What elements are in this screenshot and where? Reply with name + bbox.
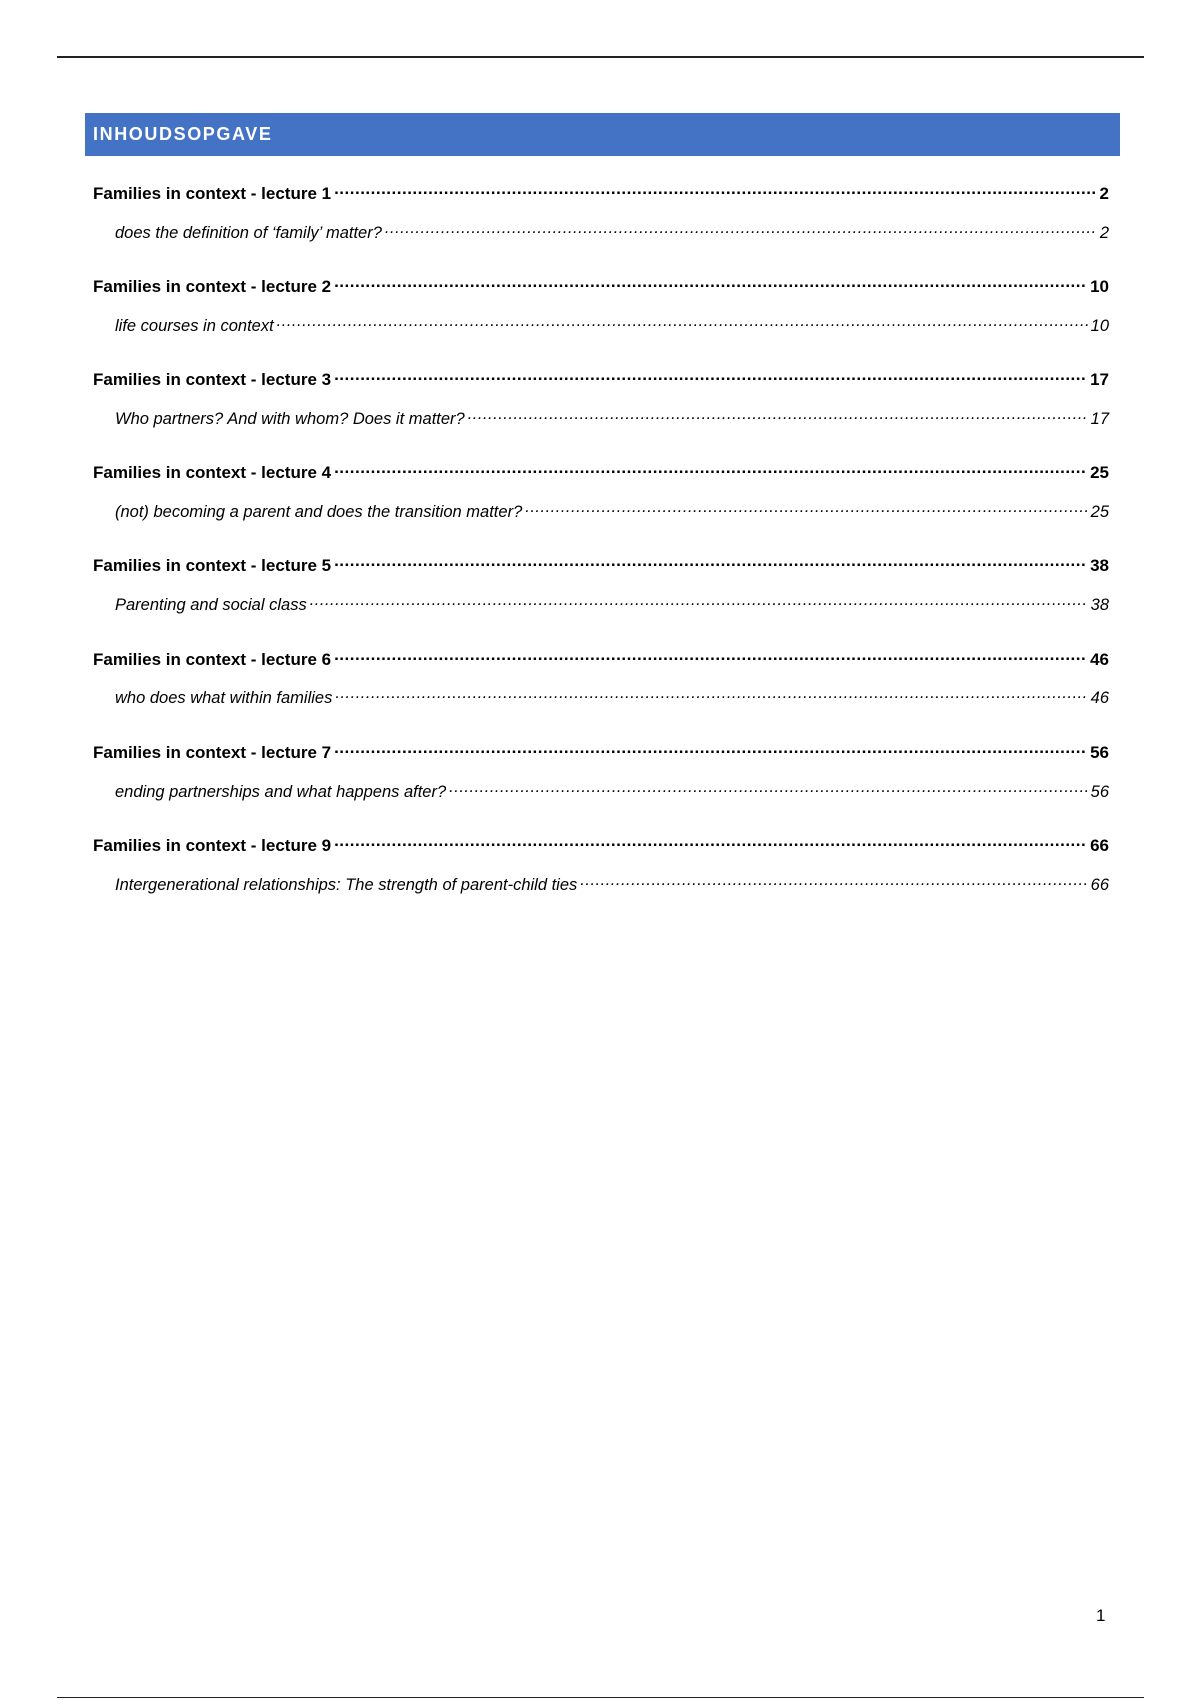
toc-entry-subsection[interactable] [115, 314, 1109, 336]
toc-entry-page: 66 [1090, 876, 1109, 895]
toc-entry-page: 46 [1090, 689, 1109, 708]
toc-dot-leader [277, 314, 1088, 331]
toc-entry-subsection[interactable] [115, 407, 1109, 429]
toc-entry-subsection[interactable] [115, 780, 1109, 802]
toc-entry-page: 46 [1090, 649, 1109, 669]
toc-entry-lecture-2[interactable] [93, 274, 1109, 297]
toc-entry-page: 17 [1090, 369, 1109, 389]
toc-entry-subsection[interactable] [115, 686, 1109, 708]
toc-dot-leader [385, 221, 1097, 238]
toc-entry-page: 10 [1090, 317, 1109, 336]
toc-entry-subsection[interactable] [115, 221, 1109, 243]
toc-dot-leader [310, 593, 1088, 610]
toc-entry-lecture-1[interactable] [93, 181, 1109, 204]
toc-dot-leader [580, 873, 1087, 890]
toc-entry-title: Families in context - lecture 9 [93, 835, 332, 855]
toc-dot-leader [334, 181, 1096, 199]
toc-dot-leader [335, 686, 1087, 703]
toc-dot-leader [468, 407, 1088, 424]
toc-entry-title: Intergenerational relationships: The strength of parent-child ties [115, 876, 578, 895]
toc-entry-title: Families in context - lecture 7 [93, 742, 332, 762]
toc-dot-leader [334, 833, 1087, 851]
toc-entry-subsection[interactable] [115, 593, 1109, 615]
toc-dot-leader [334, 274, 1087, 292]
toc-entry-title: Who partners? And with whom? Does it matter? [115, 410, 465, 429]
toc-entry-page: 2 [1099, 224, 1109, 243]
toc-entry-page: 25 [1090, 503, 1109, 522]
toc-dot-leader [334, 647, 1087, 665]
toc-entry-lecture-6[interactable] [93, 647, 1109, 670]
toc-heading: INHOUDSOPGAVE [93, 124, 273, 144]
toc-entry-page: 25 [1090, 462, 1109, 482]
toc-dot-leader [334, 460, 1087, 478]
toc-dot-leader [525, 500, 1087, 517]
toc-entry-lecture-3[interactable] [93, 367, 1109, 390]
toc-dot-leader [449, 780, 1087, 797]
toc-entry-lecture-5[interactable] [93, 553, 1109, 576]
toc-entry-subsection[interactable] [115, 873, 1109, 895]
toc-dot-leader [334, 367, 1087, 385]
toc-entry-title: Parenting and social class [115, 596, 307, 615]
toc-entry-subsection[interactable] [115, 500, 1109, 522]
toc-entry-page: 56 [1090, 742, 1109, 762]
toc-entry-page: 17 [1090, 410, 1109, 429]
toc-entry-lecture-7[interactable] [93, 740, 1109, 763]
toc-entry-title: life courses in context [115, 317, 274, 336]
toc-entry-title: Families in context - lecture 1 [93, 183, 332, 203]
toc-entry-title: Families in context - lecture 4 [93, 462, 332, 482]
toc-entry-title: Families in context - lecture 5 [93, 555, 332, 575]
toc-heading-bar [85, 113, 1120, 156]
footer-rule [57, 1697, 1144, 1698]
toc-dot-leader [334, 553, 1087, 571]
toc-entry-page: 38 [1090, 596, 1109, 615]
header-rule [57, 56, 1144, 58]
toc-entry-lecture-9[interactable] [93, 833, 1109, 856]
toc-dot-leader [334, 740, 1087, 758]
toc-entry-title: who does what within families [115, 689, 333, 708]
toc-entry-title: Families in context - lecture 2 [93, 276, 332, 296]
toc-entry-title: Families in context - lecture 6 [93, 649, 332, 669]
toc-entry-page: 2 [1099, 183, 1109, 203]
toc-entry-title: (not) becoming a parent and does the transition matter? [115, 503, 523, 522]
toc-entry-page: 56 [1090, 783, 1109, 802]
toc-entry-page: 10 [1090, 276, 1109, 296]
page-number: 1 [1096, 1606, 1106, 1625]
toc-entry-title: does the definition of ‘family’ matter? [115, 224, 382, 243]
toc-entry-page: 38 [1090, 555, 1109, 575]
toc-entry-lecture-4[interactable] [93, 460, 1109, 483]
toc-entry-title: ending partnerships and what happens after? [115, 783, 447, 802]
toc-entry-title: Families in context - lecture 3 [93, 369, 332, 389]
toc-entry-page: 66 [1090, 835, 1109, 855]
